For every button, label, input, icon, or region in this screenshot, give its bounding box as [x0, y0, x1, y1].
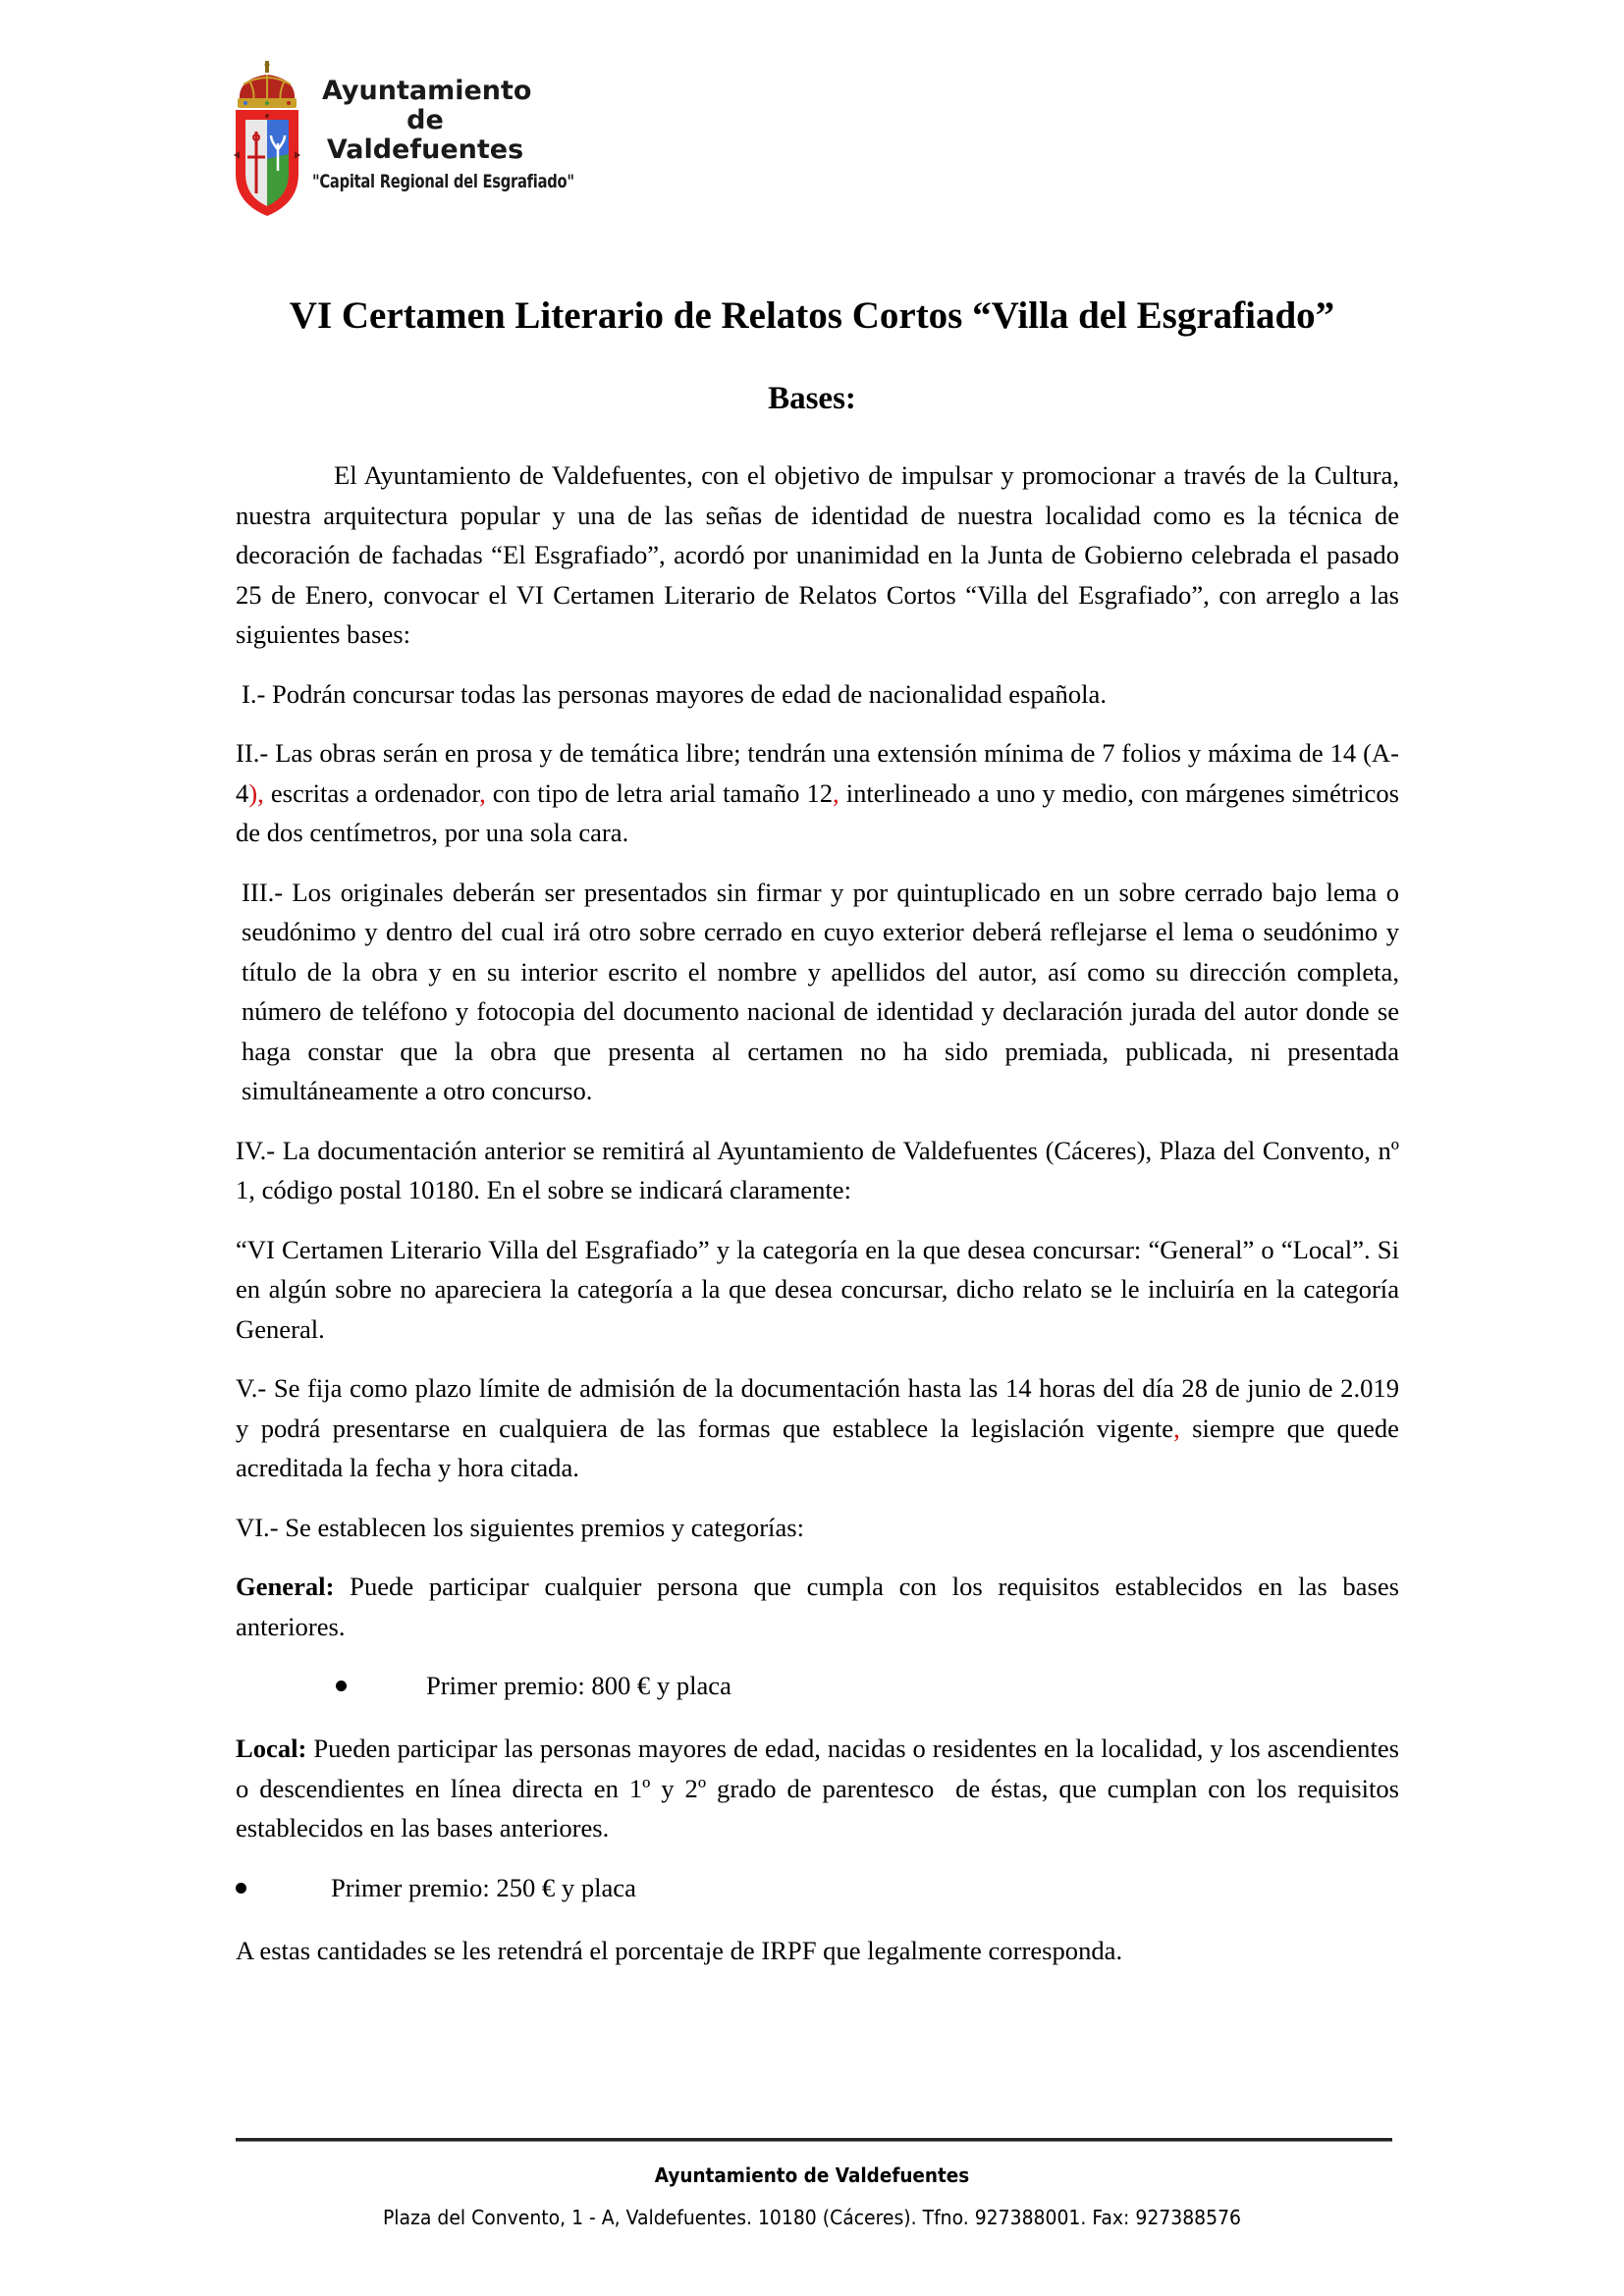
base-2-red-mark: ),	[248, 777, 264, 808]
letterhead-line2: de	[406, 105, 444, 135]
document-subtitle: Bases:	[768, 381, 856, 416]
base-4-note: “VI Certamen Literario Villa del Esgrafiado” y la categoría en la que desea concursar: “General” o “Local”. Si en algún sobre no apareciera la categoría a la que desea concursar, dicho relato se le incluiría en la categoría General.	[236, 1234, 1399, 1344]
coat-of-arms-icon	[234, 61, 302, 218]
base-4: IV.- La documentación anterior se remitirá al Ayuntamiento de Valdefuentes (Cáceres), Plaza del Convento, nº 1, código postal 10180. En el sobre se indicará claramente:	[236, 1135, 1399, 1204]
prize-local-text: Primer premio: 250 € y placa	[331, 1872, 636, 1902]
base-5	[236, 1368, 1399, 1488]
footer-address: Plaza del Convento, 1 - A, Valdefuentes. 10180 (Cáceres). Tfno. 927388001. Fax: 927388576	[382, 2206, 1242, 2229]
base-5-text: siempre que quede acreditada la fecha y hora citada.	[236, 1413, 1399, 1482]
category-general-label: General:	[236, 1572, 335, 1601]
bullet-icon	[336, 1681, 347, 1691]
category-local-text: Pueden participar las personas mayores de edad, nacidas o residentes en la localidad, y los ascendientes o descendientes en línea directa en 1º y 2º grado de parentesco de éstas, que cumplan con los requisitos establecidos en las bases anteriores.	[236, 1734, 1399, 1842]
base-2-red-mark: ,	[479, 777, 486, 808]
footer-organization: Ayuntamiento de Valdefuentes	[654, 2163, 970, 2187]
base-2-text: II.- Las obras serán en prosa y de temática libre; tendrán una extensión mínima de 7 folios y máxima de 14 (A-4	[236, 738, 1399, 808]
category-local-label: Local:	[236, 1734, 307, 1763]
base-2-text: escritas a ordenador	[263, 777, 480, 808]
irpf-note: A estas cantidades se les retendrá el porcentaje de IRPF que legalmente corresponda.	[236, 1935, 1123, 1965]
bullet-icon	[236, 1883, 246, 1894]
footer-divider	[236, 2138, 1392, 2142]
category-general	[236, 1567, 1399, 1646]
base-3: III.- Los originales deberán ser presentados sin firmar y por quintuplicado en un sobre cerrado bajo lema o seudónimo y dentro del cual irá otro sobre cerrado en cuyo exterior deberá reflejarse el lema o seudónimo y título de la obra y en su interior escrito el nombre y apellidos del autor, así como su dirección completa, número de teléfono y fotocopia del documento nacional de identidad y declaración jurada del autor donde se haga constar que la obra que presenta al certamen no ha sido premiada, publicada, ni presentada simultáneamente a otro concurso.	[242, 877, 1399, 1105]
base-2-red-mark: ,	[833, 777, 839, 808]
base-5-text: V.- Se fija como plazo límite de admisión de la documentación hasta las 14 horas del día 28 de junio de 2.019 y podrá presentarse en cualquiera de las formas que establece la legislación vigente	[236, 1373, 1399, 1443]
letterhead	[234, 61, 626, 218]
base-1: I.- Podrán concursar todas las personas mayores de edad de nacionalidad española.	[242, 678, 1107, 709]
prize-local	[236, 1868, 1399, 1907]
base-5-red-mark: ,	[1173, 1413, 1180, 1443]
letterhead-line3: Valdefuentes	[326, 134, 524, 165]
base-2-text: interlineado a uno y medio, con márgenes simétricos de dos centímetros, por una sola cara.	[236, 777, 1399, 847]
base-6: VI.- Se establecen los siguientes premios y categorías:	[236, 1512, 804, 1542]
base-2	[236, 733, 1399, 853]
prize-general	[236, 1666, 1399, 1705]
document-body	[236, 455, 1399, 1990]
letterhead-line1: Ayuntamiento	[322, 76, 532, 106]
category-general-text: Puede participar cualquier persona que cumpla con los requisitos establecidos en las bases anteriores.	[236, 1572, 1399, 1641]
letterhead-motto: "Capital Regional del Esgrafiado"	[312, 171, 574, 192]
document-title: VI Certamen Literario de Relatos Cortos “Villa del Esgrafiado”	[289, 294, 1335, 337]
prize-general-text: Primer premio: 800 € y placa	[426, 1671, 731, 1700]
intro-paragraph: El Ayuntamiento de Valdefuentes, con el objetivo de impulsar y promocionar a través de la Cultura, nuestra arquitectura popular y una de las señas de identidad de nuestra localidad como es la técnica de decoración de fachadas “El Esgrafiado”, acordó por unanimidad en la Junta de Gobierno celebrada el pasado 25 de Enero, convocar el VI Certamen Literario de Relatos Cortos “Villa del Esgrafiado”, con arreglo a las siguientes bases:	[236, 460, 1399, 649]
base-2-text: con tipo de letra arial tamaño 12	[485, 777, 834, 808]
category-local	[236, 1729, 1399, 1848]
